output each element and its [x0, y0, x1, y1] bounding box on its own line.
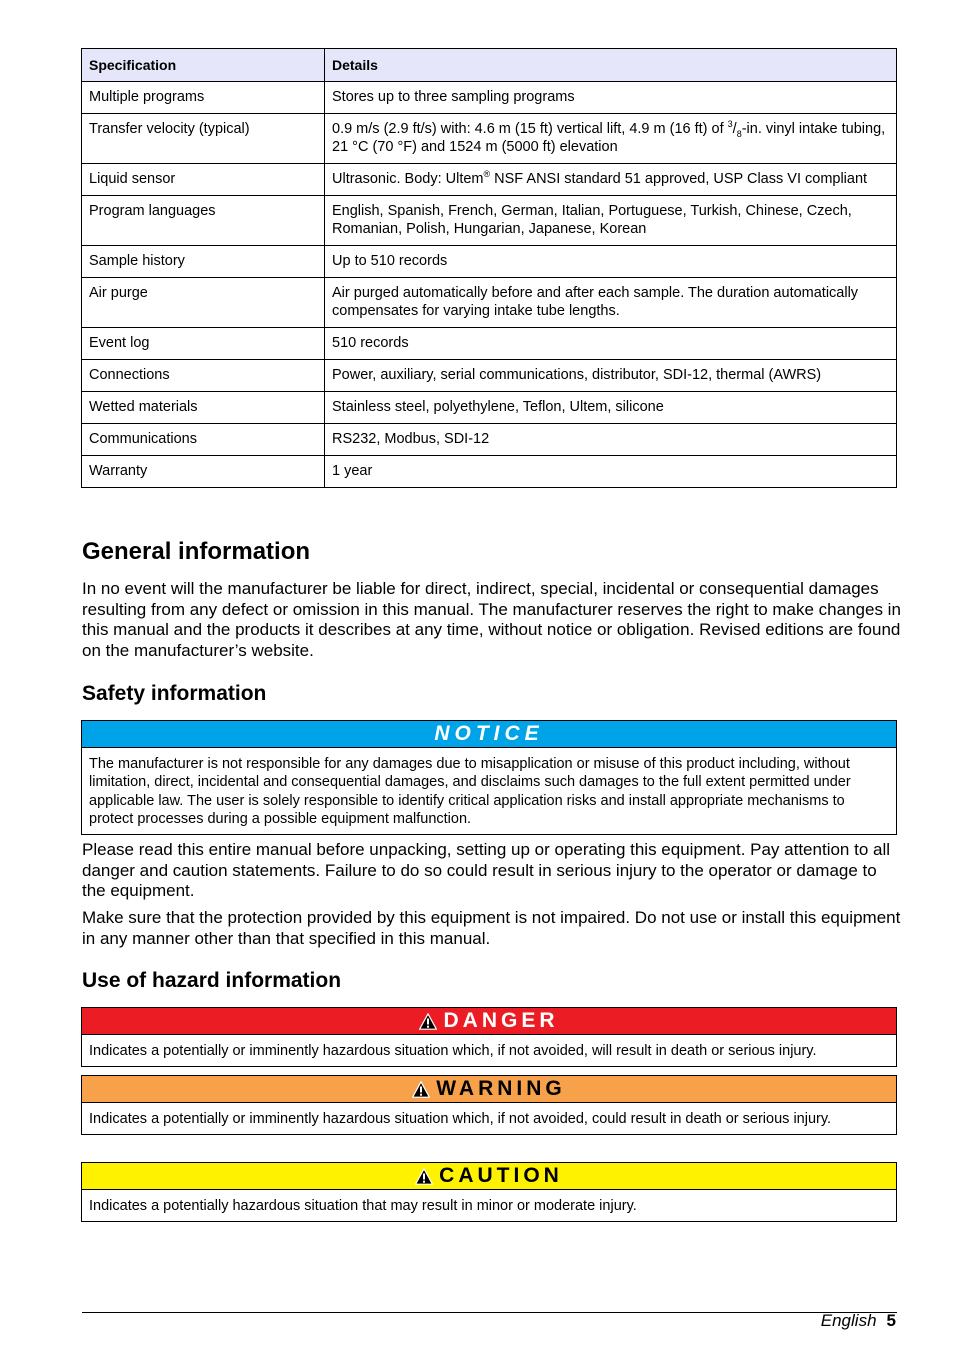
details-cell: Power, auxiliary, serial communications, distributor, SDI-12, thermal (AWRS) — [325, 360, 897, 392]
details-cell: Stainless steel, polyethylene, Teflon, Ultem, silicone — [325, 392, 897, 424]
spec-cell: Connections — [82, 360, 325, 392]
warning-text: Indicates a potentially or imminently hazardous situation which, if not avoided, could result in death or serious injury. — [89, 1111, 832, 1127]
details-cell: RS232, Modbus, SDI-12 — [325, 424, 897, 456]
spec-cell: Sample history — [82, 246, 325, 278]
danger-box — [81, 1007, 897, 1067]
table-row — [82, 164, 897, 196]
fraction-separator: / — [732, 121, 737, 137]
safety-paragraph-protection: Make sure that the protection provided by this equipment is not impaired. Do not use or install this equipment in any manner other than that specified in this manual. — [82, 908, 901, 948]
fraction-denominator: 8 — [736, 128, 742, 139]
details-cell: English, Spanish, French, German, Italian, Portuguese, Turkish, Chinese, Czech, Romanian, Polish, Hungarian, Japanese, Korean — [325, 196, 897, 246]
spec-cell: Transfer velocity (typical) — [82, 114, 325, 164]
details-text: -in. vinyl intake tubing, 21 °C (70 °F) and 1524 m (5000 ft) elevation — [332, 121, 886, 155]
column-header-specification: Specification — [82, 49, 325, 82]
page-footer — [821, 1311, 896, 1331]
spec-cell: Wetted materials — [82, 392, 325, 424]
fraction-numerator: 3 — [727, 119, 733, 130]
details-text: 0.9 m/s (2.9 ft/s) with: 4.6 m (15 ft) vertical lift, 4.9 m (16 ft) of — [332, 121, 728, 137]
spec-cell: Warranty — [82, 456, 325, 488]
table-header-row — [82, 49, 897, 82]
notice-label: NOTICE — [82, 721, 896, 748]
table-row — [82, 360, 897, 392]
warning-box — [81, 1075, 897, 1135]
spec-cell: Event log — [82, 328, 325, 360]
notice-text: The manufacturer is not responsible for any damages due to misapplication or misuse of this product including, without limitation, direct, incidental and consequential damages, and disclaims such damages to the full extent permitted under applicable law. The user is solely responsible to identify critical application risks and install appropriate mechanisms to protect processes during a possible equipment malfunction. — [89, 756, 851, 827]
details-cell: Up to 510 records — [325, 246, 897, 278]
table-row — [82, 392, 897, 424]
danger-header — [82, 1008, 896, 1035]
warning-triangle-icon — [419, 1013, 437, 1030]
details-text: NSF ANSI standard 51 approved, USP Class VI compliant — [490, 171, 868, 187]
warning-triangle-icon — [412, 1081, 430, 1098]
specifications-table — [81, 48, 897, 488]
spec-cell: Air purge — [82, 278, 325, 328]
hazard-information-heading: Use of hazard information — [82, 969, 342, 992]
details-cell: 1 year — [325, 456, 897, 488]
danger-label: DANGER — [443, 1009, 559, 1032]
table-row — [82, 456, 897, 488]
table-row — [82, 196, 897, 246]
danger-text: Indicates a potentially or imminently hazardous situation which, if not avoided, will result in death or serious injury. — [89, 1043, 817, 1059]
notice-box — [81, 720, 897, 835]
spec-cell: Multiple programs — [82, 82, 325, 114]
caution-header — [82, 1163, 896, 1190]
warning-label: WARNING — [436, 1077, 566, 1100]
warning-triangle-icon — [415, 1168, 433, 1185]
details-cell — [325, 114, 897, 164]
caution-text: Indicates a potentially hazardous situation that may result in minor or moderate injury. — [89, 1198, 637, 1214]
general-information-text: In no event will the manufacturer be liable for direct, indirect, special, incidental or consequential damages resulting from any defect or omission in this manual. The manufacturer reserves the right to make changes in this manual and the products it describes at any time, without notice or obligation. Revised editions are found on the manufacturer’s website. — [82, 579, 901, 660]
caution-box — [81, 1162, 897, 1222]
warning-header — [82, 1076, 896, 1103]
table-row — [82, 82, 897, 114]
caution-label: CAUTION — [439, 1164, 563, 1187]
footer-language: English — [820, 1311, 877, 1330]
table-row — [82, 328, 897, 360]
spec-cell: Program languages — [82, 196, 325, 246]
general-information-heading: General information — [82, 538, 311, 565]
details-text: Ultrasonic. Body: Ultem — [332, 171, 484, 187]
safety-information-heading: Safety information — [82, 682, 267, 705]
details-cell — [325, 164, 897, 196]
table-row — [82, 114, 897, 164]
details-cell: 510 records — [325, 328, 897, 360]
spec-cell: Liquid sensor — [82, 164, 325, 196]
table-row — [82, 246, 897, 278]
safety-paragraph-read-manual: Please read this entire manual before unpacking, setting up or operating this equipment. Pay attention to all danger and caution statements. Failure to do so could result in serious injury to the operator or damage to the equipment. — [82, 840, 891, 900]
details-cell: Air purged automatically before and after each sample. The duration automatically compensates for varying intake tube lengths. — [325, 278, 897, 328]
registered-mark: ® — [483, 169, 491, 180]
column-header-details: Details — [325, 49, 897, 82]
details-cell: Stores up to three sampling programs — [325, 82, 897, 114]
spec-cell: Communications — [82, 424, 325, 456]
footer-divider — [82, 1312, 897, 1313]
table-row — [82, 278, 897, 328]
page-number: 5 — [886, 1311, 896, 1330]
table-row — [82, 424, 897, 456]
